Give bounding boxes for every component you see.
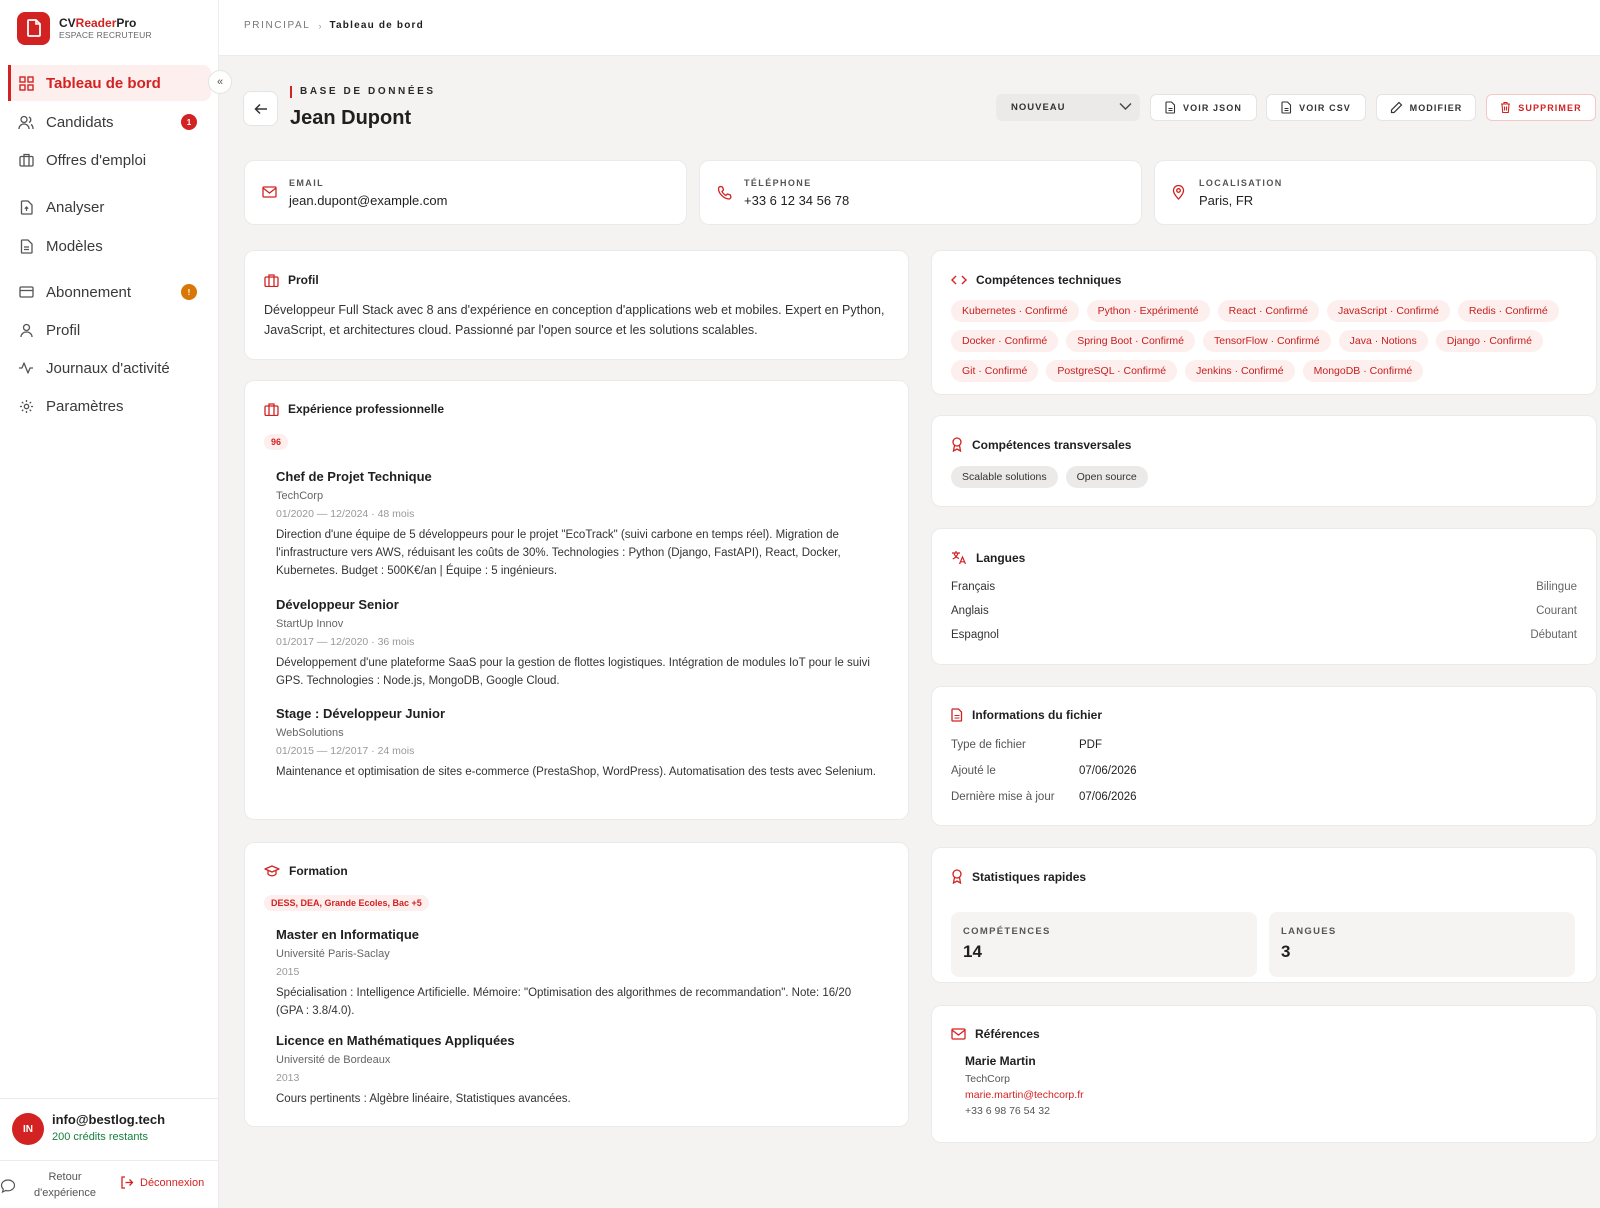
arrow-left-icon xyxy=(254,103,268,115)
award-icon xyxy=(951,869,963,884)
breadcrumb-current: Tableau de bord xyxy=(329,20,424,31)
user-email: info@bestlog.tech xyxy=(52,1112,166,1127)
location-value: Paris, FR xyxy=(1199,193,1254,208)
profile-section xyxy=(244,250,909,360)
trash-icon xyxy=(1500,101,1511,114)
skill-chip: Docker · Confirmé xyxy=(951,330,1058,352)
reference-company: TechCorp xyxy=(965,1073,1010,1085)
skill-chip: Spring Boot · Confirmé xyxy=(1066,330,1195,352)
chat-icon xyxy=(0,1178,16,1199)
experience-item: Chef de Projet Technique TechCorp 01/2020 — 12/2024 · 48 mois Direction d'une équipe de 5 développeurs pour le projet "EcoTrack" (suivi carbone en temps réel). Migration de l'infrastructure vers AWS, réduisant les coûts de 30%. Technologies : Python (Django, FastAPI), React, Docker, Kubernetes. Budget : 500K€/an | Équipe : 5 ingénieurs. xyxy=(276,469,841,577)
sidebar xyxy=(0,0,219,1208)
experience-heading: Expérience professionnelle xyxy=(264,402,444,416)
skill-chip: PostgreSQL · Confirmé xyxy=(1046,360,1177,382)
file-info-row: Dernière mise à jour 07/06/2026 xyxy=(951,791,1137,803)
email-label: EMAIL xyxy=(289,178,324,188)
location-card xyxy=(1154,160,1597,225)
view-json-button[interactable]: VOIR JSON xyxy=(1150,94,1257,121)
skill-chip: MongoDB · Confirmé xyxy=(1303,360,1424,382)
skill-chip: Open source xyxy=(1066,466,1148,488)
language-row: Français Bilingue xyxy=(951,581,1577,593)
file-info-heading: Informations du fichier xyxy=(951,708,1102,722)
sidebar-item-label: Tableau de bord xyxy=(46,74,161,92)
pencil-icon xyxy=(1390,101,1403,114)
stat-languages: LANGUES 3 xyxy=(1269,912,1575,977)
reference-phone: +33 6 98 76 54 32 xyxy=(965,1105,1050,1117)
tech-skills-heading: Compétences techniques xyxy=(951,273,1121,287)
skill-chip: Jenkins · Confirmé xyxy=(1185,360,1295,382)
breadcrumb-root[interactable]: PRINCIPAL xyxy=(244,20,311,31)
skill-chip: TensorFlow · Confirmé xyxy=(1203,330,1331,352)
education-item: Master en Informatique Université Paris-Saclay 2015 Spécialisation : Intelligence Artificielle. Mémoire: "Optimisation des algorithmes de recommandation". Note: 16/20 (GPA : 3.8/4.0). xyxy=(276,927,852,1017)
soft-skills-section xyxy=(931,415,1597,507)
back-button[interactable] xyxy=(243,91,278,126)
stat-skills: COMPÉTENCES 14 xyxy=(951,912,1257,977)
profile-heading: Profil xyxy=(264,273,319,287)
languages-section xyxy=(931,528,1597,665)
file-info-section xyxy=(931,686,1597,826)
skill-chip: Redis · Confirmé xyxy=(1458,300,1559,322)
dashboard-icon xyxy=(18,75,34,91)
page-title: Jean Dupont xyxy=(290,107,412,129)
file-text-icon xyxy=(18,238,34,254)
map-pin-icon xyxy=(1172,185,1185,205)
status-select[interactable] xyxy=(996,94,1140,121)
education-section xyxy=(244,842,909,1127)
email-value[interactable]: jean.dupont@example.com xyxy=(289,193,448,208)
briefcase-icon xyxy=(264,403,279,416)
experience-item: Développeur Senior StartUp Innov 01/2017 — 12/2020 · 36 mois Développement d'une plateforme SaaS pour la gestion de flottes logistiques. Intégration de modules IoT pour le suivi GPS. Technologies : Node.js, MongoDB, Google Cloud. xyxy=(276,597,870,687)
chevrons-left-icon: « xyxy=(216,76,224,88)
sidebar-item-settings[interactable] xyxy=(8,388,211,424)
page-kicker: BASE DE DONNÉES xyxy=(290,86,436,98)
education-item: Licence en Mathématiques Appliquées Université de Bordeaux 2013 Cours pertinents : Algèbre linéaire, Statistiques avancées. xyxy=(276,1033,571,1105)
user-icon xyxy=(18,322,34,338)
soft-skills-list xyxy=(951,466,1561,488)
brand-name: CVReaderPro xyxy=(59,15,137,30)
skill-chip: Git · Confirmé xyxy=(951,360,1038,382)
profile-summary: Développeur Full Stack avec 8 ans d'expérience en conception d'applications web et mobiles. Expert en Python, JavaScript, et architectures cloud. Passionné par l'open source et les solutions scalables. xyxy=(264,303,885,337)
phone-value[interactable]: +33 6 12 34 56 78 xyxy=(744,193,850,208)
skill-chip: Java · Notions xyxy=(1339,330,1428,352)
collapse-sidebar-button[interactable] xyxy=(208,70,232,94)
quick-stats-section xyxy=(931,847,1597,983)
sidebar-item-label: Paramètres xyxy=(46,397,124,415)
sidebar-item-label: Offres d'emploi xyxy=(46,151,147,169)
file-json-icon xyxy=(1165,101,1176,114)
file-upload-icon xyxy=(18,199,34,215)
gear-icon xyxy=(18,398,34,414)
sidebar-item-label: Journaux d'activité xyxy=(46,359,170,377)
sidebar-item-templates[interactable] xyxy=(8,228,211,264)
file-info-row: Type de fichier PDF xyxy=(951,739,1102,751)
sidebar-item-jobs[interactable] xyxy=(8,142,211,178)
credit-card-icon xyxy=(18,284,34,300)
sidebar-item-label: Modèles xyxy=(46,237,103,255)
code-icon xyxy=(951,274,967,286)
soft-skills-heading: Compétences transversales xyxy=(951,437,1131,452)
file-text-icon xyxy=(951,708,963,722)
skill-chip: Scalable solutions xyxy=(951,466,1058,488)
phone-icon xyxy=(717,185,732,205)
credits-remaining: 200 crédits restants xyxy=(52,1131,148,1143)
reference-name: Marie Martin xyxy=(965,1054,1036,1068)
skill-chip: Python · Expérimenté xyxy=(1087,300,1210,322)
skill-chip: React · Confirmé xyxy=(1218,300,1319,322)
breadcrumb-separator: › xyxy=(318,20,322,31)
notification-badge: 1 xyxy=(181,114,197,130)
sidebar-item-label: Candidats xyxy=(46,113,114,131)
breadcrumb xyxy=(244,20,424,31)
brand-subtitle: ESPACE RECRUTEUR xyxy=(59,30,152,41)
briefcase-icon xyxy=(18,152,34,168)
warning-badge: ! xyxy=(181,284,197,300)
mail-icon xyxy=(262,185,277,203)
avatar: IN xyxy=(12,1113,44,1145)
skill-chip: Kubernetes · Confirmé xyxy=(951,300,1079,322)
education-level-badge: DESS, DEA, Grande Ecoles, Bac +5 xyxy=(264,895,429,911)
logout-icon xyxy=(120,1176,134,1189)
location-label: LOCALISATION xyxy=(1199,178,1283,188)
view-csv-button[interactable]: VOIR CSV xyxy=(1266,94,1366,121)
user-account[interactable] xyxy=(0,1098,219,1160)
edit-button[interactable]: MODIFIER xyxy=(1376,94,1476,121)
tech-skills-list xyxy=(951,300,1561,382)
quick-stats-heading: Statistiques rapides xyxy=(951,869,1086,884)
translate-icon xyxy=(951,550,967,565)
reference-email[interactable]: marie.martin@techcorp.fr xyxy=(965,1089,1084,1101)
language-row: Anglais Courant xyxy=(951,605,1577,617)
feedback-link[interactable]: Retour d'expérience xyxy=(33,1171,97,1199)
references-section xyxy=(931,1005,1597,1143)
logout-button[interactable] xyxy=(120,1176,204,1189)
status-value: NOUVEAU xyxy=(1011,102,1066,113)
experience-item: Stage : Développeur Junior WebSolutions 01/2015 — 12/2017 · 24 mois Maintenance et optimisation de sites e-commerce (PrestaShop, WordPress). Automatisation des tests avec Selenium. xyxy=(276,706,876,778)
skill-chip: Django · Confirmé xyxy=(1436,330,1543,352)
sidebar-item-profile[interactable] xyxy=(8,312,211,348)
experience-months-badge: 96 xyxy=(264,434,288,450)
logout-label: Déconnexion xyxy=(140,1176,205,1189)
sidebar-item-label: Profil xyxy=(46,321,81,339)
file-info-row: Ajouté le 07/06/2026 xyxy=(951,765,1137,777)
language-row: Espagnol Débutant xyxy=(951,629,1577,641)
briefcase-icon xyxy=(264,274,279,287)
sidebar-footer xyxy=(0,1160,219,1208)
sidebar-item-analyze[interactable] xyxy=(8,189,211,225)
brand[interactable] xyxy=(17,11,152,45)
chevron-down-icon xyxy=(1119,102,1132,111)
users-icon xyxy=(18,114,34,130)
sidebar-item-label: Analyser xyxy=(46,198,105,216)
graduation-cap-icon xyxy=(264,865,280,877)
phone-label: TÉLÉPHONE xyxy=(744,178,812,188)
file-csv-icon xyxy=(1281,101,1292,114)
delete-button[interactable]: SUPPRIMER xyxy=(1486,94,1596,121)
tech-skills-section xyxy=(931,250,1597,395)
experience-section xyxy=(244,380,909,820)
sidebar-item-candidates[interactable] xyxy=(8,104,211,140)
sidebar-item-dashboard[interactable] xyxy=(8,65,211,101)
email-card xyxy=(244,160,687,225)
activity-icon xyxy=(18,360,34,376)
references-heading: Références xyxy=(951,1027,1040,1041)
topbar xyxy=(219,0,1600,56)
phone-card xyxy=(699,160,1142,225)
award-icon xyxy=(951,437,963,452)
sidebar-item-activity-logs[interactable] xyxy=(8,350,211,386)
sidebar-item-subscription[interactable] xyxy=(8,274,211,310)
logo-icon xyxy=(17,12,50,45)
mail-icon xyxy=(951,1028,966,1040)
education-heading: Formation xyxy=(264,864,348,878)
skill-chip: JavaScript · Confirmé xyxy=(1327,300,1450,322)
sidebar-item-label: Abonnement xyxy=(46,283,132,301)
languages-heading: Langues xyxy=(951,550,1025,565)
